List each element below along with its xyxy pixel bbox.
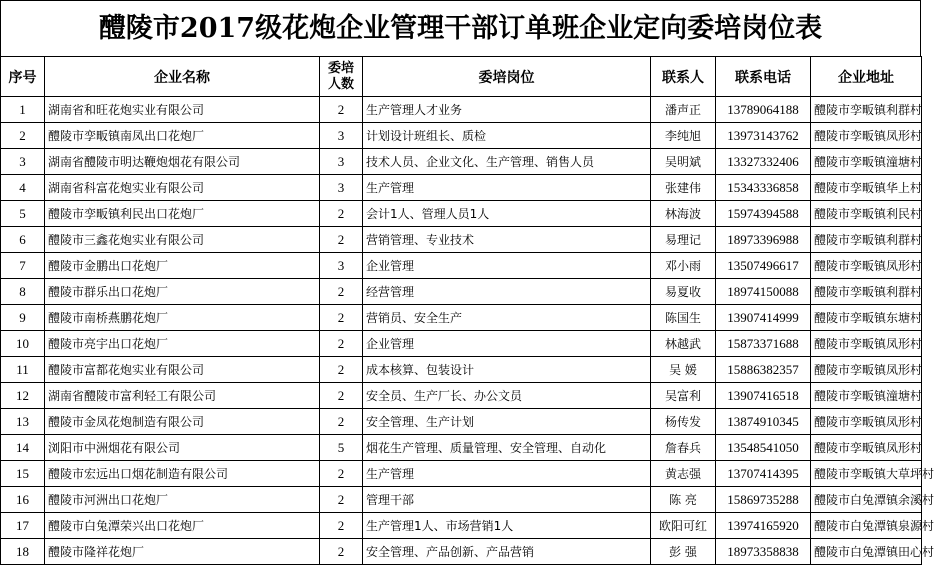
cell-seq: 16 <box>1 487 45 513</box>
cell-position: 企业管理 <box>363 331 651 357</box>
cell-contact: 吴富利 <box>651 383 716 409</box>
cell-contact: 易理记 <box>651 227 716 253</box>
header-company: 企业名称 <box>45 57 320 97</box>
table-row <box>1 461 922 487</box>
cell-company: 醴陵市金鹏出口花炮厂 <box>45 253 320 279</box>
cell-address: 醴陵市孪畈镇凤形村 <box>811 123 922 149</box>
table-row <box>1 539 922 565</box>
cell-address: 醴陵市孪畈镇潼塘村 <box>811 383 922 409</box>
header-contact: 联系人 <box>651 57 716 97</box>
cell-phone: 15886382357 <box>716 357 811 383</box>
cell-address: 醴陵市孪畈镇利群村 <box>811 279 922 305</box>
cell-company: 醴陵市孪畈镇利民出口花炮厂 <box>45 201 320 227</box>
cell-contact: 詹春兵 <box>651 435 716 461</box>
cell-quota: 2 <box>320 383 363 409</box>
cell-contact: 杨传发 <box>651 409 716 435</box>
cell-address: 醴陵市白兔潭镇余溪村 <box>811 487 922 513</box>
cell-seq: 10 <box>1 331 45 357</box>
cell-address: 醴陵市孪畈镇凤形村 <box>811 331 922 357</box>
cell-phone: 13548541050 <box>716 435 811 461</box>
cell-company: 醴陵市富都花炮实业有限公司 <box>45 357 320 383</box>
cell-address: 醴陵市孪畈镇东塘村 <box>811 305 922 331</box>
cell-position: 企业管理 <box>363 253 651 279</box>
header-phone: 联系电话 <box>716 57 811 97</box>
cell-quota: 2 <box>320 331 363 357</box>
cell-quota: 3 <box>320 149 363 175</box>
table-row <box>1 97 922 123</box>
cell-position: 安全管理、生产计划 <box>363 409 651 435</box>
table-row <box>1 383 922 409</box>
cell-phone: 13327332406 <box>716 149 811 175</box>
table-row <box>1 201 922 227</box>
cell-position: 成本核算、包装设计 <box>363 357 651 383</box>
cell-company: 醴陵市群乐出口花炮厂 <box>45 279 320 305</box>
cell-phone: 18973358838 <box>716 539 811 565</box>
cell-address: 醴陵市孪畈镇利群村 <box>811 97 922 123</box>
page-title: 醴陵市2017级花炮企业管理干部订单班企业定向委培岗位表 <box>0 0 921 56</box>
cell-phone: 13907416518 <box>716 383 811 409</box>
cell-contact: 欧阳可红 <box>651 513 716 539</box>
cell-company: 醴陵市孪畈镇南凤出口花炮厂 <box>45 123 320 149</box>
cell-position: 技术人员、企业文化、生产管理、销售人员 <box>363 149 651 175</box>
cell-quota: 2 <box>320 513 363 539</box>
cell-contact: 潘声正 <box>651 97 716 123</box>
cell-phone: 15343336858 <box>716 175 811 201</box>
header-quota-line1: 委培 <box>327 60 354 76</box>
cell-phone: 13874910345 <box>716 409 811 435</box>
cell-phone: 13907414999 <box>716 305 811 331</box>
table-row <box>1 227 922 253</box>
cell-phone: 13789064188 <box>716 97 811 123</box>
cell-position: 计划设计班组长、质检 <box>363 123 651 149</box>
cell-quota: 2 <box>320 97 363 123</box>
cell-quota: 2 <box>320 201 363 227</box>
cell-address: 醴陵市孪畈镇利民村 <box>811 201 922 227</box>
cell-seq: 2 <box>1 123 45 149</box>
cell-quota: 2 <box>320 227 363 253</box>
cell-seq: 9 <box>1 305 45 331</box>
cell-quota: 2 <box>320 539 363 565</box>
cell-seq: 12 <box>1 383 45 409</box>
cell-company: 湖南省科富花炮实业有限公司 <box>45 175 320 201</box>
cell-address: 醴陵市孪畈镇利群村 <box>811 227 922 253</box>
cell-address: 醴陵市孪畈镇华上村 <box>811 175 922 201</box>
cell-address: 醴陵市孪畈镇大草坪村 <box>811 461 922 487</box>
table-row <box>1 305 922 331</box>
header-quota <box>320 57 363 97</box>
cell-company: 醴陵市南桥燕鹏花炮厂 <box>45 305 320 331</box>
cell-phone: 13707414395 <box>716 461 811 487</box>
cell-phone: 15974394588 <box>716 201 811 227</box>
table-row <box>1 253 922 279</box>
cell-quota: 2 <box>320 487 363 513</box>
cell-contact: 陈国生 <box>651 305 716 331</box>
cell-position: 生产管理 <box>363 461 651 487</box>
cell-position: 经营管理 <box>363 279 651 305</box>
cell-quota: 2 <box>320 357 363 383</box>
cell-seq: 17 <box>1 513 45 539</box>
cell-address: 醴陵市孪畈镇潼塘村 <box>811 149 922 175</box>
cell-seq: 7 <box>1 253 45 279</box>
cell-contact: 林越武 <box>651 331 716 357</box>
cell-phone: 18974150088 <box>716 279 811 305</box>
cell-address: 醴陵市白兔潭镇田心村 <box>811 539 922 565</box>
cell-position: 生产管理1人、市场营销1人 <box>363 513 651 539</box>
cell-quota: 3 <box>320 253 363 279</box>
cell-contact: 林海波 <box>651 201 716 227</box>
cell-address: 醴陵市孪畈镇凤形村 <box>811 435 922 461</box>
cell-phone: 15869735288 <box>716 487 811 513</box>
cell-quota: 2 <box>320 305 363 331</box>
table-row <box>1 331 922 357</box>
cell-seq: 4 <box>1 175 45 201</box>
header-position: 委培岗位 <box>363 57 651 97</box>
cell-seq: 13 <box>1 409 45 435</box>
cell-seq: 6 <box>1 227 45 253</box>
cell-seq: 8 <box>1 279 45 305</box>
cell-quota: 3 <box>320 175 363 201</box>
cell-company: 醴陵市白兔潭荣兴出口花炮厂 <box>45 513 320 539</box>
cell-address: 醴陵市孪畈镇凤形村 <box>811 253 922 279</box>
header-quota-line2: 人数 <box>327 76 354 92</box>
cell-contact: 张建伟 <box>651 175 716 201</box>
cell-company: 醴陵市河洲出口花炮厂 <box>45 487 320 513</box>
table-row <box>1 123 922 149</box>
cell-position: 安全管理、产品创新、产品营销 <box>363 539 651 565</box>
cell-company: 湖南省和旺花炮实业有限公司 <box>45 97 320 123</box>
cell-quota: 3 <box>320 123 363 149</box>
cell-position: 管理干部 <box>363 487 651 513</box>
cell-company: 醴陵市亮宇出口花炮厂 <box>45 331 320 357</box>
cell-quota: 2 <box>320 409 363 435</box>
cell-position: 会计1人、管理人员1人 <box>363 201 651 227</box>
cell-company: 醴陵市宏远出口烟花制造有限公司 <box>45 461 320 487</box>
cell-seq: 3 <box>1 149 45 175</box>
cell-phone: 15873371688 <box>716 331 811 357</box>
cell-seq: 18 <box>1 539 45 565</box>
positions-table <box>0 56 934 565</box>
table-row <box>1 279 922 305</box>
cell-position: 生产管理 <box>363 175 651 201</box>
table-row <box>1 149 922 175</box>
cell-company: 醴陵市隆祥花炮厂 <box>45 539 320 565</box>
cell-contact: 李纯旭 <box>651 123 716 149</box>
table-row <box>1 487 922 513</box>
table-row <box>1 435 922 461</box>
cell-address: 醴陵市孪畈镇凤形村 <box>811 409 922 435</box>
cell-seq: 14 <box>1 435 45 461</box>
cell-contact: 黄志强 <box>651 461 716 487</box>
cell-company: 湖南省醴陵市明达鞭炮烟花有限公司 <box>45 149 320 175</box>
cell-company: 浏阳市中洲烟花有限公司 <box>45 435 320 461</box>
cell-quota: 2 <box>320 461 363 487</box>
cell-seq: 1 <box>1 97 45 123</box>
cell-address: 醴陵市白兔潭镇泉源村 <box>811 513 922 539</box>
cell-contact: 易夏收 <box>651 279 716 305</box>
cell-seq: 5 <box>1 201 45 227</box>
header-seq: 序号 <box>1 57 45 97</box>
cell-contact: 陈 亮 <box>651 487 716 513</box>
cell-company: 湖南省醴陵市富利轻工有限公司 <box>45 383 320 409</box>
cell-phone: 18973396988 <box>716 227 811 253</box>
table-row <box>1 357 922 383</box>
cell-position: 营销员、安全生产 <box>363 305 651 331</box>
cell-contact: 邓小雨 <box>651 253 716 279</box>
cell-seq: 11 <box>1 357 45 383</box>
table-row <box>1 513 922 539</box>
cell-company: 醴陵市三鑫花炮实业有限公司 <box>45 227 320 253</box>
table-row <box>1 409 922 435</box>
cell-position: 安全员、生产厂长、办公文员 <box>363 383 651 409</box>
cell-phone: 13973143762 <box>716 123 811 149</box>
table-body <box>1 97 934 565</box>
cell-contact: 吴明斌 <box>651 149 716 175</box>
cell-phone: 13974165920 <box>716 513 811 539</box>
cell-position: 烟花生产管理、质量管理、安全管理、自动化 <box>363 435 651 461</box>
header-address: 企业地址 <box>811 57 922 97</box>
cell-seq: 15 <box>1 461 45 487</box>
cell-position: 生产管理人才业务 <box>363 97 651 123</box>
cell-position: 营销管理、专业技术 <box>363 227 651 253</box>
header-row <box>1 57 922 97</box>
cell-address: 醴陵市孪畈镇凤形村 <box>811 357 922 383</box>
cell-company: 醴陵市金凤花炮制造有限公司 <box>45 409 320 435</box>
cell-contact: 彭 强 <box>651 539 716 565</box>
cell-quota: 5 <box>320 435 363 461</box>
cell-contact: 吴 媛 <box>651 357 716 383</box>
cell-quota: 2 <box>320 279 363 305</box>
table-row <box>1 175 922 201</box>
cell-phone: 13507496617 <box>716 253 811 279</box>
